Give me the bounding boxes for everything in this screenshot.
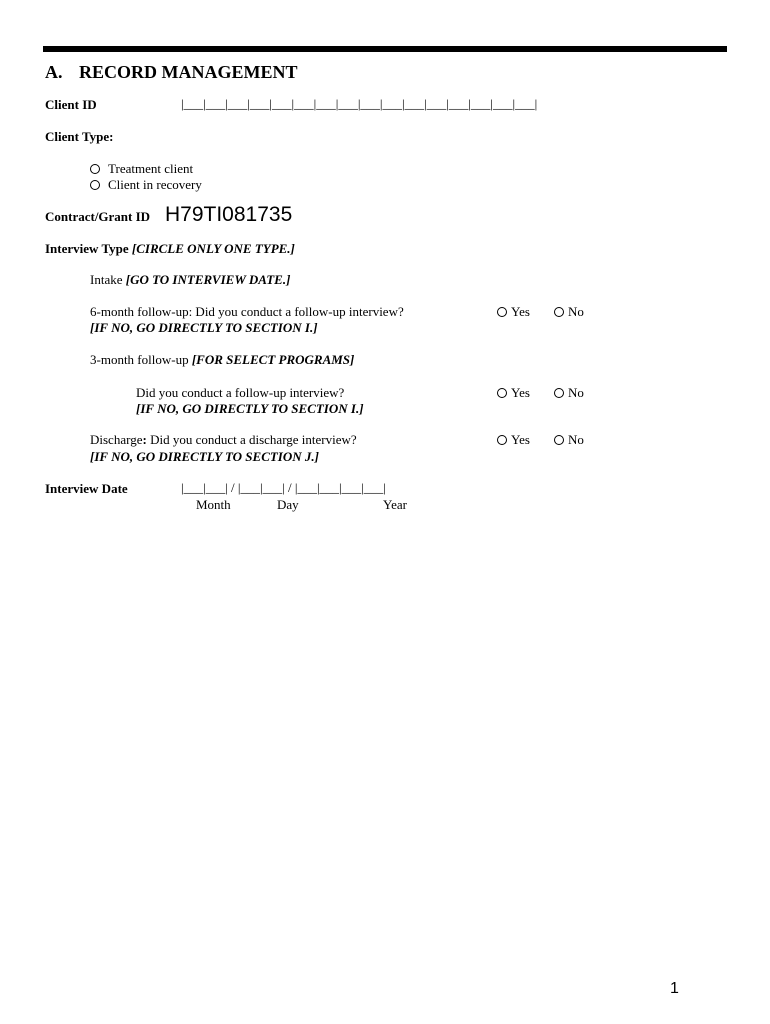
six-month-no[interactable] [554,304,584,320]
yes-label: Yes [511,304,530,319]
radio-icon[interactable] [497,435,507,445]
client-type-option-recovery[interactable] [90,177,202,193]
client-id-label: Client ID [45,97,97,112]
interview-type-instruction: [CIRCLE ONLY ONE TYPE.] [131,241,295,256]
interview-date-label: Interview Date [45,481,128,496]
three-month-no[interactable] [554,385,584,401]
three-month-instruction: [FOR SELECT PROGRAMS] [191,352,355,367]
radio-icon[interactable] [497,388,507,398]
option-label: Client in recovery [108,177,202,192]
client-type-label: Client Type: [45,129,114,144]
interview-type-label: Interview Type [45,241,129,256]
discharge-yes[interactable] [497,432,530,448]
contract-grant-label: Contract/Grant ID [45,209,151,224]
radio-icon[interactable] [554,388,564,398]
date-day-label: Day [277,497,299,512]
contract-grant-value: H79TI081735 [165,203,293,226]
date-year-label: Year [383,497,407,512]
yes-label: Yes [511,385,530,400]
three-month-label: 3-month follow-up [90,352,189,367]
three-month-question: Did you conduct a follow-up interview? [136,385,345,400]
no-label: No [568,304,584,319]
discharge-question-text: Did you conduct a discharge interview? [146,432,357,447]
section-title [45,62,298,83]
option-label: Treatment client [108,161,194,176]
discharge-instruction: [IF NO, GO DIRECTLY TO SECTION J.] [90,449,319,464]
radio-icon[interactable] [497,307,507,317]
radio-icon[interactable] [554,307,564,317]
interview-date-boxes[interactable]: |___|___| / |___|___| / |___|___|___|___| [181,480,386,495]
top-rule [43,46,727,52]
intake-label: Intake [90,272,123,287]
no-label: No [568,385,584,400]
section-number: A. [45,62,63,82]
radio-icon[interactable] [90,180,100,190]
six-month-yes[interactable] [497,304,530,320]
three-month-question-instruction: [IF NO, GO DIRECTLY TO SECTION I.] [136,401,364,416]
client-id-boxes[interactable]: |___|___|___|___|___|___|___|___|___|___|___|___|___|___|___|___| [181,96,538,111]
client-type-option-treatment[interactable] [90,161,193,177]
six-month-question: 6-month follow-up: Did you conduct a follow-up interview? [90,304,404,319]
three-month-option [90,352,354,368]
intake-instruction: [GO TO INTERVIEW DATE.] [125,272,291,287]
six-month-instruction: [IF NO, GO DIRECTLY TO SECTION I.] [90,320,318,335]
interview-type-heading [45,241,295,257]
intake-option[interactable] [90,272,290,288]
radio-icon[interactable] [554,435,564,445]
three-month-yes[interactable] [497,385,530,401]
discharge-no[interactable] [554,432,584,448]
discharge-question: Discharge: Did you conduct a discharge interview? [90,432,357,447]
no-label: No [568,432,584,447]
section-name: RECORD MANAGEMENT [79,62,298,82]
date-month-label: Month [196,497,231,512]
page-number: 1 [670,980,679,997]
radio-icon[interactable] [90,164,100,174]
yes-label: Yes [511,432,530,447]
discharge-label: Discharge [90,432,143,447]
